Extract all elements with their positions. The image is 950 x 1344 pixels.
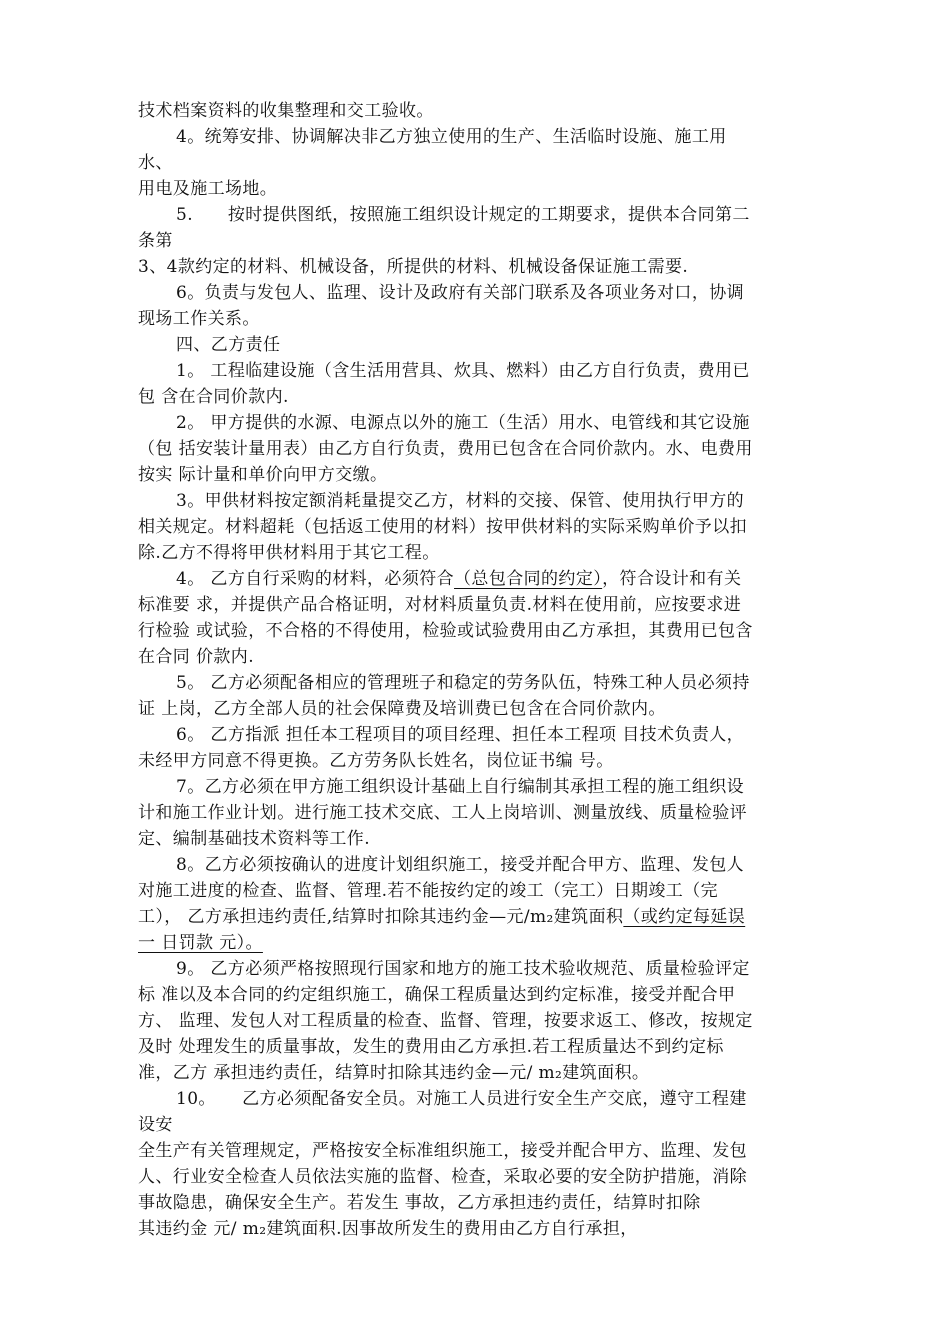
line-text: 人、行业安全检查人员依法实施的监督、检查，采取必要的安全防护措施，消除 <box>138 1167 747 1187</box>
text-line <box>138 930 828 956</box>
line-text: 6。 乙方指派 担任本工程项目的项目经理、担任本工程项 目技术负责人， <box>176 725 745 745</box>
text-line <box>138 800 828 826</box>
text-line <box>138 1190 828 1216</box>
text-line <box>138 956 828 982</box>
line-text: 事故隐患，确保安全生产。若发生 事故，乙方承担违约责任，结算时扣除 <box>138 1193 701 1213</box>
text-line <box>138 1086 828 1112</box>
line-text: 未经甲方同意不得更换。乙方劳务队长姓名，岗位证书编 号。 <box>138 751 614 771</box>
text-line <box>138 982 828 1008</box>
line-text: 计和施工作业计划。进行施工技术交底、工人上岗培训、测量放线、质量检验评 <box>138 803 747 823</box>
text-line <box>138 1216 828 1242</box>
line-text: 工）， 乙方承担违约责任,结算时扣除其违约金—元/m₂建筑面积 <box>138 907 624 927</box>
underlined-text: 一 日罚款 元）。 <box>138 933 263 953</box>
line-text: 10。 乙方必须配备安全员。对施工人员进行安全生产交底，遵守工程建 <box>176 1089 747 1109</box>
line-text: 4。 乙方自行采购的材料，必须符合 <box>176 569 455 589</box>
line-text: 全生产有关管理规定，严格按安全标准组织施工，接受并配合甲方、监理、发包 <box>138 1141 747 1161</box>
text-line <box>138 332 828 358</box>
line-text: 条第 <box>138 231 173 251</box>
text-line <box>138 358 828 384</box>
text-line <box>138 462 828 488</box>
underlined-text: （总包合同的约定） <box>454 569 603 589</box>
text-line <box>138 306 828 332</box>
line-text: ，符合设计和有关 <box>602 569 742 589</box>
text-line <box>138 280 828 306</box>
line-text: 标 准以及本合同的约定组织施工，确保工程质量达到约定标准，接受并配合甲 <box>138 985 736 1005</box>
text-line <box>138 150 828 176</box>
line-text: 按实 际计量和单价向甲方交缴。 <box>138 465 388 485</box>
line-text: 5。 乙方必须配备相应的管理班子和稳定的劳务队伍，特殊工种人员必须持 <box>176 673 750 693</box>
line-text: 技术档案资料的收集整理和交工验收。 <box>138 101 434 121</box>
text-line <box>138 514 828 540</box>
line-text: 其违约金 元/ m₂建筑面积.因事故所发生的费用由乙方自行承担， <box>138 1219 638 1239</box>
text-line <box>138 774 828 800</box>
contract-body-text <box>138 98 828 1242</box>
line-text: 4。统筹安排、协调解决非乙方独立使用的生产、生活临时设施、施工用 <box>176 127 727 147</box>
text-line <box>138 540 828 566</box>
line-text: 及时 处理发生的质量事故，发生的费用由乙方承担.若工程质量达不到约定标 <box>138 1037 724 1057</box>
text-line <box>138 384 828 410</box>
text-line <box>138 566 828 592</box>
text-line <box>138 722 828 748</box>
text-line <box>138 254 828 280</box>
text-line <box>138 1112 828 1138</box>
line-text: 水、 <box>138 153 173 173</box>
text-line <box>138 878 828 904</box>
line-text: 1。 工程临建设施（含生活用营具、炊具、燃料）由乙方自行负责，费用已 <box>176 361 750 381</box>
line-text: 相关规定。材料超耗（包括返工使用的材料）按甲供材料的实际采购单价予以扣 <box>138 517 747 537</box>
line-text: 5. 按时提供图纸，按照施工组织设计规定的工期要求，提供本合同第二 <box>176 205 750 225</box>
text-line <box>138 852 828 878</box>
line-text: 对施工进度的检查、监督、管理.若不能按约定的竣工（完工）日期竣工（完 <box>138 881 719 901</box>
line-text: 定、编制基础技术资料等工作. <box>138 829 371 849</box>
text-line <box>138 176 828 202</box>
text-line <box>138 436 828 462</box>
line-text: 方、 监理、发包人对工程质量的检查、监督、管理，按要求返工、修改，按规定 <box>138 1011 753 1031</box>
text-line <box>138 410 828 436</box>
text-line <box>138 904 828 930</box>
line-text: 3。甲供材料按定额消耗量提交乙方，材料的交接、保管、使用执行甲方的 <box>176 491 745 511</box>
line-text: 7。乙方必须在甲方施工组织设计基础上自行编制其承担工程的施工组织设 <box>176 777 745 797</box>
text-line <box>138 826 828 852</box>
text-line <box>138 98 828 124</box>
line-text: 除.乙方不得将甲供材料用于其它工程。 <box>138 543 440 563</box>
text-line <box>138 644 828 670</box>
text-line <box>138 1008 828 1034</box>
line-text: 证 上岗，乙方全部人员的社会保障费及培训费已包含在合同价款内。 <box>138 699 666 719</box>
text-line <box>138 670 828 696</box>
line-text: 准，乙方 承担违约责任，结算时扣除其违约金—元/ m₂建筑面积。 <box>138 1063 650 1083</box>
line-text: 标准要 求，并提供产品合格证明，对材料质量负责.材料在使用前，应按要求进 <box>138 595 742 615</box>
line-text: 用电及施工场地。 <box>138 179 278 199</box>
text-line <box>138 202 828 228</box>
line-text: 9。 乙方必须严格按照现行国家和地方的施工技术验收规范、质量检验评定 <box>176 959 750 979</box>
line-text: 行检验 或试验，不合格的不得使用，检验或试验费用由乙方承担，其费用已包含 <box>138 621 753 641</box>
line-text: 6。负责与发包人、监理、设计及政府有关部门联系及各项业务对口，协调 <box>176 283 745 303</box>
text-line <box>138 592 828 618</box>
text-line <box>138 488 828 514</box>
line-text: 包 含在合同价款内. <box>138 387 289 407</box>
line-text: 3、4款约定的材料、机械设备，所提供的材料、机械设备保证施工需要. <box>138 257 689 277</box>
line-text: （包 括安装计量用表）由乙方自行负责，费用已包含在合同价款内。水、电费用 <box>138 439 753 459</box>
text-line <box>138 1164 828 1190</box>
line-text: 四、乙方责任 <box>176 335 281 355</box>
text-line <box>138 1034 828 1060</box>
text-line <box>138 618 828 644</box>
line-text: 在合同 价款内. <box>138 647 255 667</box>
line-text: 设安 <box>138 1115 173 1135</box>
line-text: 8。乙方必须按确认的进度计划组织施工，接受并配合甲方、监理、发包人 <box>176 855 745 875</box>
text-line <box>138 1138 828 1164</box>
text-line <box>138 228 828 254</box>
text-line <box>138 124 828 150</box>
underlined-text: （或约定每延误 <box>623 907 746 927</box>
line-text: 现场工作关系。 <box>138 309 260 329</box>
text-line <box>138 696 828 722</box>
line-text: 2。 甲方提供的水源、电源点以外的施工（生活）用水、电管线和其它设施 <box>176 413 750 433</box>
text-line <box>138 1060 828 1086</box>
text-line <box>138 748 828 774</box>
